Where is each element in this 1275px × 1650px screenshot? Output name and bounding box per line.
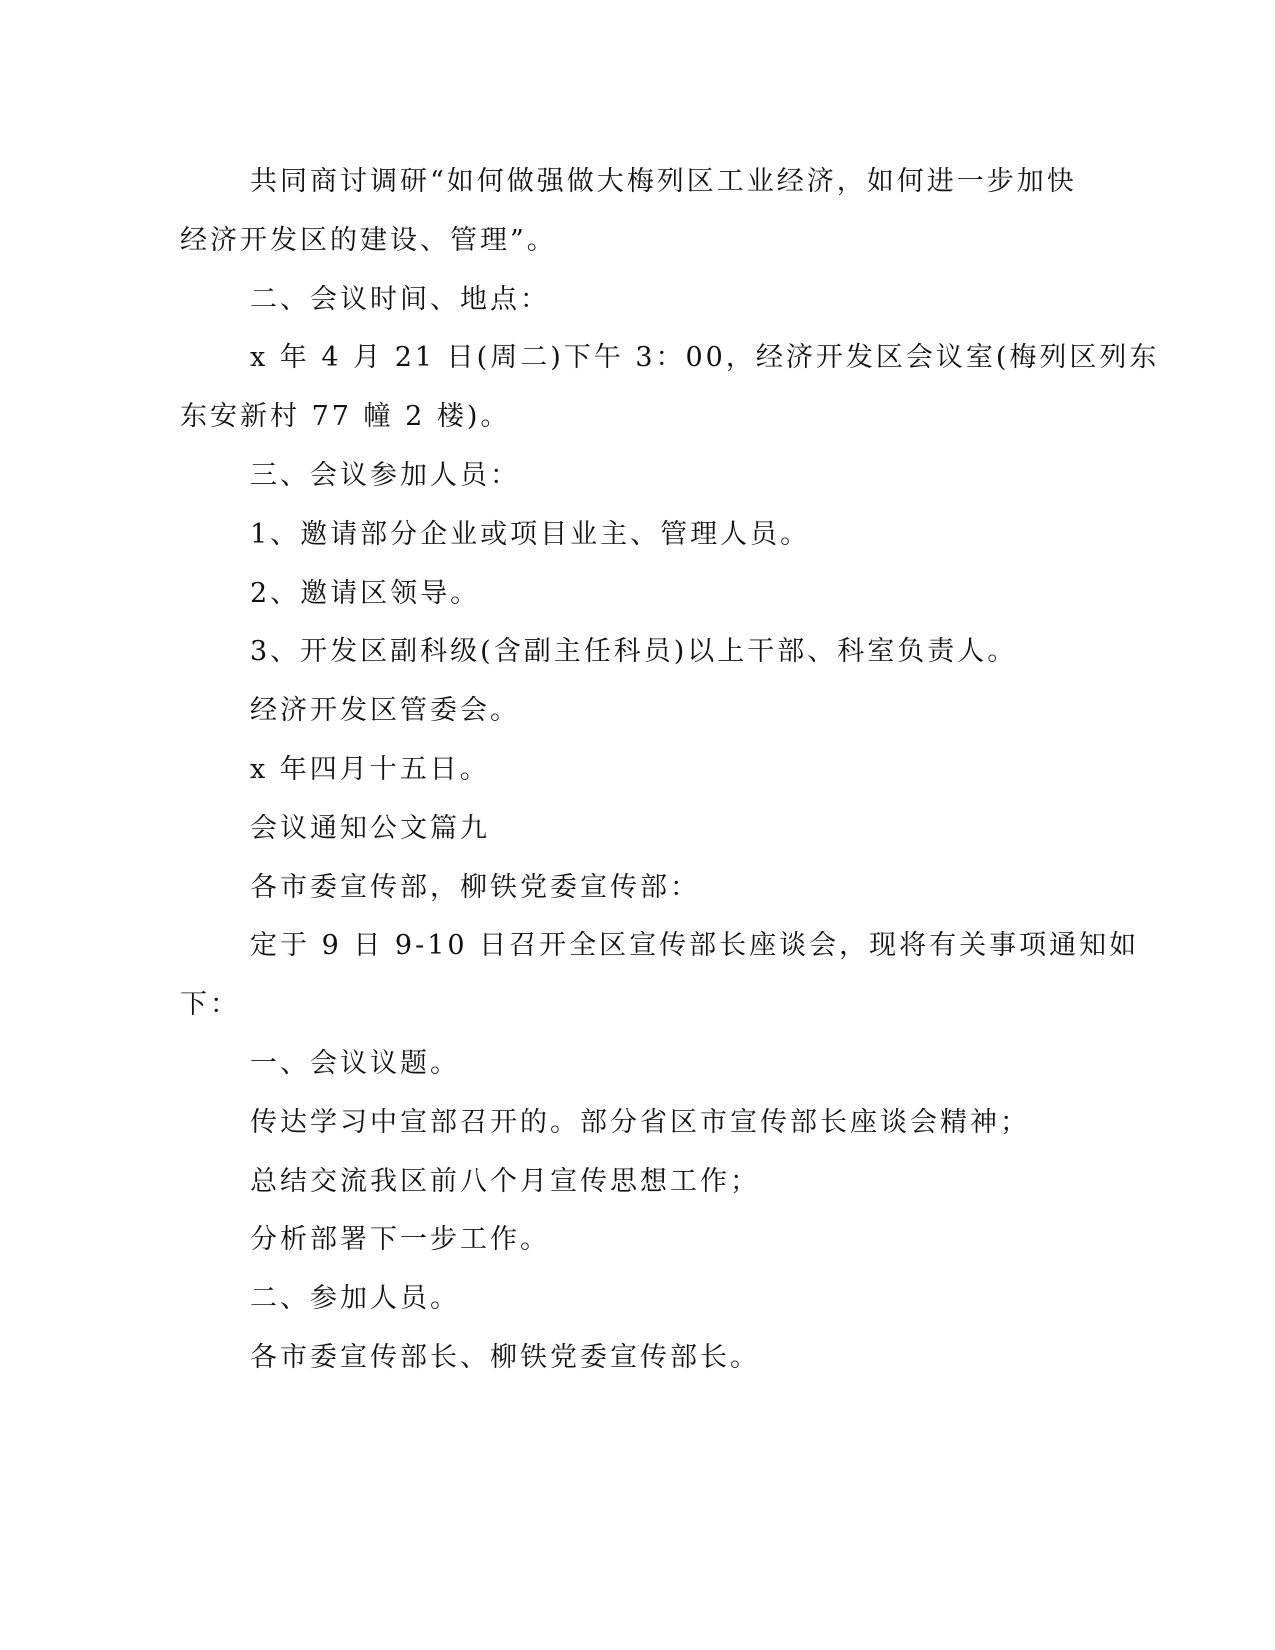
paragraph-line: 传达学习中宣部召开的。部分省区市宣传部长座谈会精神； [250,1107,1030,1138]
section-heading: 二、参加人员。 [250,1283,460,1314]
paragraph-line: 东安新村 77 幢 2 楼)。 [180,401,511,432]
paragraph-line: 经济开发区的建设、管理”。 [180,225,557,256]
addressee-line: 各市委宣传部，柳铁党委宣传部： [250,872,700,903]
paragraph-line: 定于 9 日 9-10 日召开全区宣传部长座谈会，现将有关事项通知如 [250,930,1140,961]
list-item: 1、邀请部分企业或项目业主、管理人员。 [250,519,811,550]
paragraph-line: 共同商讨调研“如何做强做大梅列区工业经济，如何进一步加快 [250,166,1077,197]
list-item: 2、邀请区领导。 [250,578,481,609]
paragraph-line: 分析部署下一步工作。 [250,1224,550,1255]
signature-date: x 年四月十五日。 [250,754,490,785]
paragraph-line: 总结交流我区前八个月宣传思想工作； [250,1166,760,1197]
section-heading: 三、会议参加人员： [250,460,520,491]
section-heading: 二、会议时间、地点： [250,284,550,315]
section-heading: 一、会议议题。 [250,1048,460,1079]
paragraph-line: 下： [180,989,240,1020]
article-title: 会议通知公文篇九 [250,813,490,844]
list-item: 3、开发区副科级(含副主任科员)以上干部、科室负责人。 [250,636,1018,667]
paragraph-line: x 年 4 月 21 日(周二)下午 3：00，经济开发区会议室(梅列区列东 [250,342,1160,373]
paragraph-line: 各市委宣传部长、柳铁党委宣传部长。 [250,1342,760,1373]
signature-org: 经济开发区管委会。 [250,695,520,726]
